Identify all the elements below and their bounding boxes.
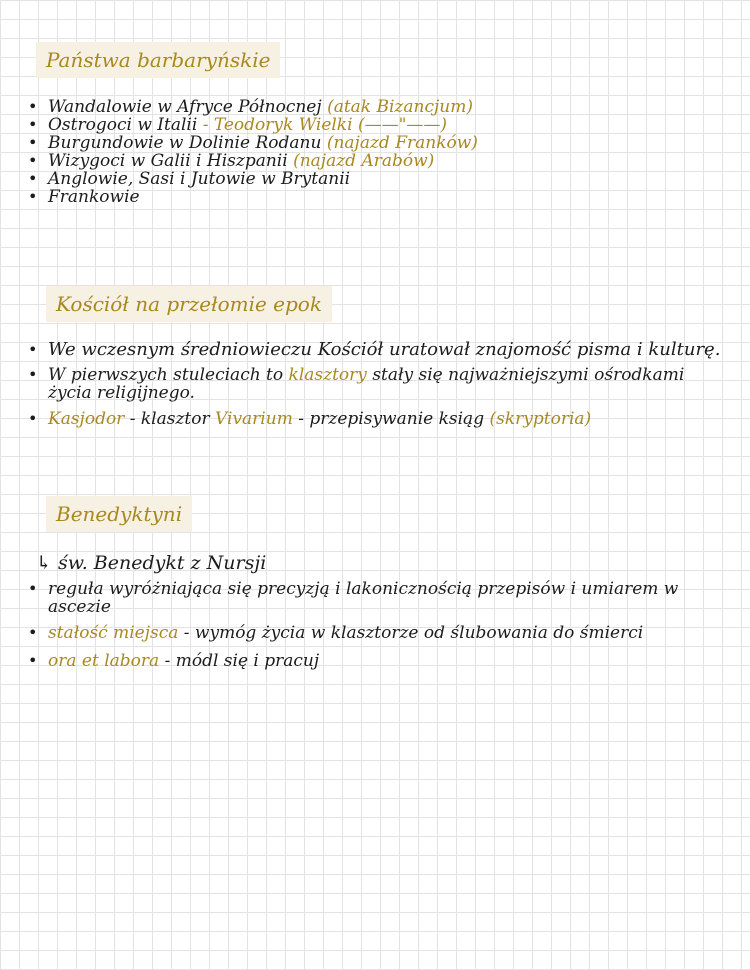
church-list: [28, 340, 728, 428]
benedictines-list: [28, 580, 728, 670]
bullet-icon: •: [28, 187, 38, 206]
list-item: [28, 652, 728, 670]
bullet-icon: •: [28, 340, 38, 359]
item-text: Frankowie: [48, 187, 140, 207]
item-note: (atak Bizancjum): [327, 97, 473, 117]
item-note: (najazd Franków): [326, 133, 478, 153]
item-highlight: stałość miejsca: [48, 623, 179, 643]
section-heading-benedictines: Benedyktyni: [46, 496, 192, 532]
list-item: [28, 134, 728, 152]
item-text: - przepisywanie ksiąg: [298, 409, 485, 429]
item-text: Wizygoci w Galii i Hiszpanii: [48, 151, 288, 171]
list-item: [28, 366, 728, 402]
bullet-icon: •: [28, 151, 38, 170]
item-text: reguła wyróżniająca się precyzją i lakonicznością przepisów i umiarem w ascezie: [48, 579, 679, 617]
bullet-icon: •: [28, 365, 38, 384]
list-item: [28, 624, 728, 642]
item-highlight: ora et labora: [48, 651, 160, 671]
item-text: - módl się i pracuj: [164, 651, 320, 671]
item-text: - klasztor: [129, 409, 210, 429]
list-item: [28, 98, 728, 116]
bullet-icon: •: [28, 97, 38, 116]
bullet-icon: •: [28, 169, 38, 188]
item-text: Wandalowie w Afryce Północnej: [48, 97, 322, 117]
list-item: [28, 410, 728, 428]
list-item: [28, 580, 728, 616]
item-place: Vivarium: [215, 409, 293, 429]
list-item: [28, 188, 728, 206]
section-heading-barbarian-states: Państwa barbaryńskie: [36, 42, 280, 78]
item-text: W pierwszych stuleciach to: [48, 365, 284, 385]
item-highlight: klasztory: [288, 365, 367, 385]
bullet-icon: •: [28, 115, 38, 134]
bullet-icon: •: [28, 409, 38, 428]
bullet-icon: •: [28, 133, 38, 152]
item-text: We wczesnym średniowieczu Kościół uratował znajomość pisma i kulturę.: [48, 339, 721, 360]
item-note: - Teodoryk Wielki (——"——): [202, 115, 448, 135]
item-text: Ostrogoci w Italii: [48, 115, 198, 135]
item-note: (skryptoria): [489, 409, 592, 429]
item-text: - wymóg życia w klasztorze od ślubowania do śmierci: [183, 623, 644, 643]
bullet-icon: •: [28, 579, 38, 598]
list-item: [28, 116, 728, 134]
list-item: [28, 170, 728, 188]
item-note: (najazd Arabów): [293, 151, 435, 171]
item-text: Anglowie, Sasi i Jutowie w Brytanii: [48, 169, 351, 189]
bullet-icon: •: [28, 651, 38, 670]
list-item: [28, 340, 728, 360]
barbarian-states-list: [28, 98, 728, 206]
bullet-icon: •: [28, 623, 38, 642]
section-heading-church: Kościół na przełomie epok: [46, 286, 332, 322]
item-highlight: Kasjodor: [48, 409, 125, 429]
subheading-saint-benedict: ↳ św. Benedykt z Nursji: [36, 552, 267, 574]
item-text: stały się najważniejszymi ośrodkami życia religijnego.: [48, 365, 685, 403]
list-item: [28, 152, 728, 170]
item-text: Burgundowie w Dolinie Rodanu: [48, 133, 322, 153]
